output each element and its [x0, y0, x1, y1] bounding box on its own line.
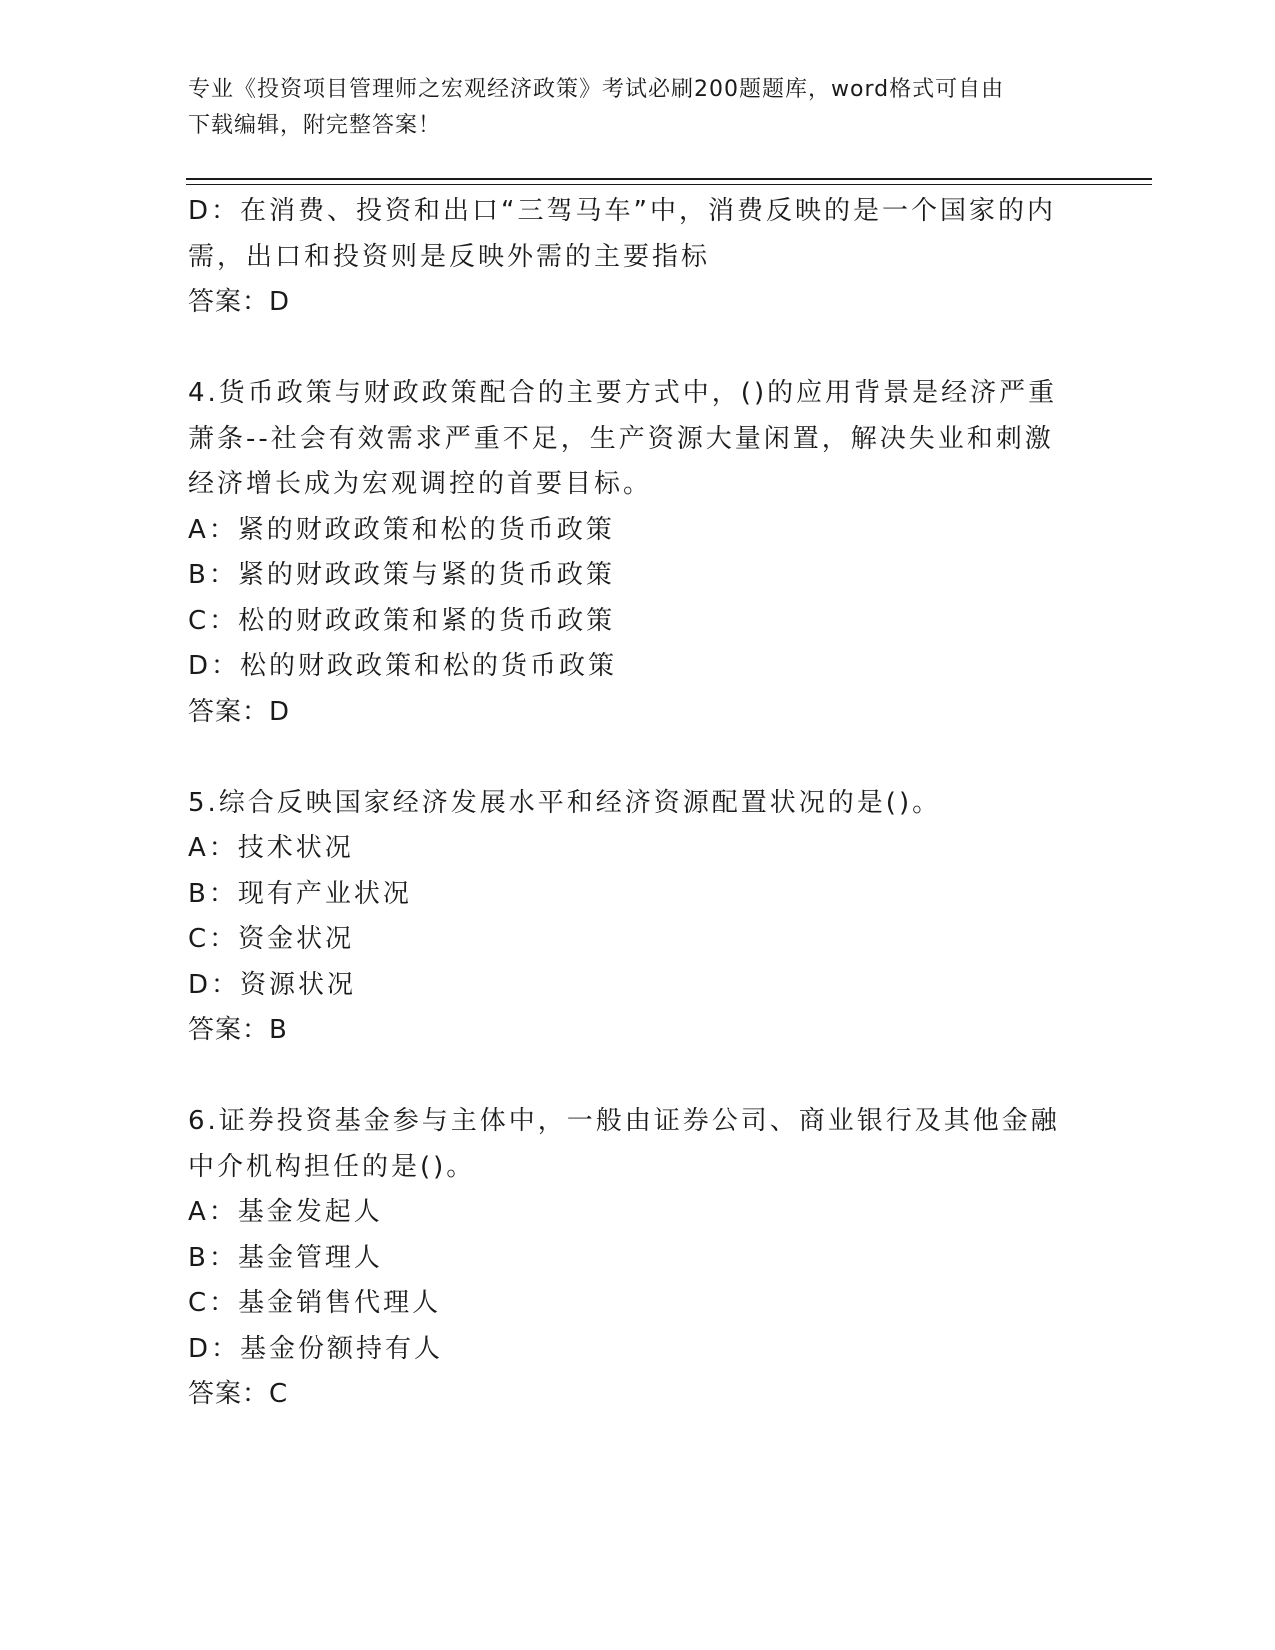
spacer	[188, 326, 1068, 372]
spacer	[188, 735, 1068, 781]
option-b: B：基金管理人	[188, 1242, 383, 1273]
option-d: D：基金份额持有人	[188, 1333, 444, 1364]
option-c: C：资金状况	[188, 924, 355, 954]
header-line-2: 下载编辑，附完整答案！	[188, 113, 442, 138]
question-stem-line-3: 经济增长成为宏观调控的首要目标。	[188, 469, 653, 499]
option-d-line-1: D：在消费、投资和出口“三驾马车”中，消费反映的是一个国家的内	[188, 196, 1056, 226]
option-a: A：技术状况	[188, 833, 354, 863]
header-rule-thick	[186, 178, 1152, 180]
question-stem-line-1: 5.综合反映国家经济发展水平和经济资源配置状况的是()。	[188, 787, 942, 818]
question-stem-line-2: 中介机构担任的是()。	[188, 1151, 476, 1182]
option-a: A：基金发起人	[188, 1197, 383, 1227]
answer: 答案：D	[188, 696, 291, 727]
answer: 答案：D	[188, 287, 291, 317]
question-3-continuation	[188, 189, 1068, 326]
question-6	[188, 1099, 1068, 1418]
option-a: A：紧的财政政策和松的货币政策	[188, 514, 615, 545]
option-b: B：紧的财政政策与紧的货币政策	[188, 560, 615, 590]
option-b: B：现有产业状况	[188, 878, 412, 909]
header-line-1: 专业《投资项目管理师之宏观经济政策》考试必刷200题题库，word格式可自由	[188, 77, 1005, 102]
answer: 答案：B	[188, 1015, 288, 1045]
option-c: C：基金销售代理人	[188, 1288, 442, 1318]
option-d: D：松的财政政策和松的货币政策	[188, 651, 618, 681]
header-rule-thin	[186, 184, 1152, 185]
spacer	[188, 1054, 1068, 1100]
option-c: C：松的财政政策和紧的货币政策	[188, 605, 616, 636]
question-content	[188, 189, 1068, 1418]
question-stem-line-2: 萧条--社会有效需求严重不足，生产资源大量闲置，解决失业和刺激	[188, 423, 1054, 454]
question-stem-line-1: 6.证券投资基金参与主体中，一般由证券公司、商业银行及其他金融	[188, 1106, 1060, 1136]
option-d-line-2: 需，出口和投资则是反映外需的主要指标	[188, 241, 711, 272]
question-4	[188, 371, 1068, 735]
question-5	[188, 781, 1068, 1054]
answer: 答案：C	[188, 1379, 289, 1409]
question-stem-line-1: 4.货币政策与财政政策配合的主要方式中，()的应用背景是经济严重	[188, 378, 1058, 408]
document-header	[188, 72, 1068, 144]
option-d: D：资源状况	[188, 969, 357, 1000]
